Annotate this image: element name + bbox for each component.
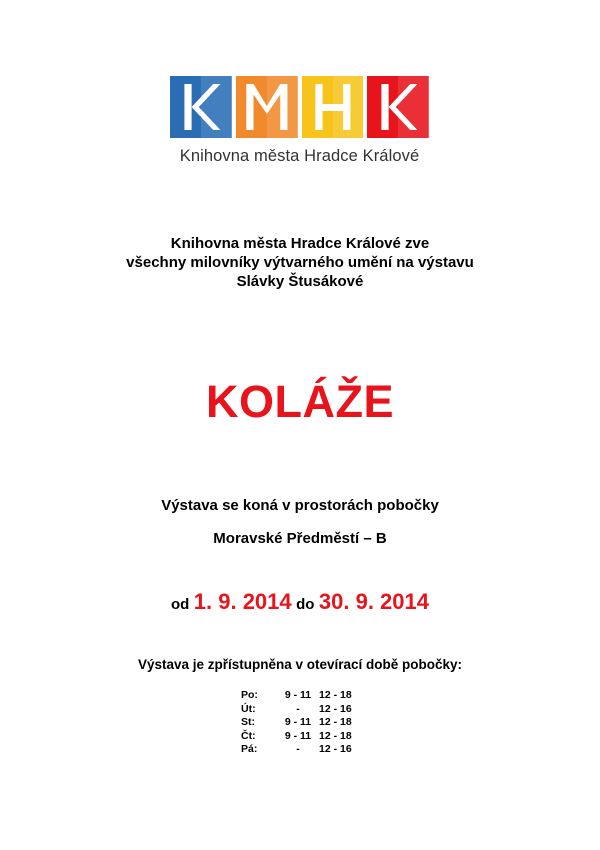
- exhibition-dates: [50, 589, 550, 615]
- hours-row: [241, 703, 364, 717]
- to-date: 30. 9. 2014: [318, 589, 429, 614]
- hours-afternoon: 12 - 18: [319, 689, 352, 701]
- invitation-line: Slávky Štusákové: [236, 273, 364, 290]
- hours-row: [241, 689, 364, 703]
- from-label: od: [171, 596, 190, 613]
- invitation-text: [50, 234, 550, 291]
- venue-branch: Moravské Předměstí – B: [213, 530, 387, 547]
- hours-row: [241, 716, 364, 730]
- hours-morning: -: [296, 743, 300, 755]
- hours-row: [241, 743, 364, 757]
- from-date: 1. 9. 2014: [193, 589, 292, 614]
- hours-day: Po:: [241, 689, 258, 701]
- hours-day: Pá:: [241, 743, 258, 755]
- logo-letter-k-icon: [367, 76, 429, 138]
- hours-day: St:: [241, 716, 255, 728]
- hours-afternoon: 12 - 16: [319, 702, 352, 715]
- logo-letter-k-icon: [170, 76, 232, 138]
- logo-tile-k2: [367, 76, 429, 138]
- logo-tile-m: [236, 76, 298, 138]
- hours-morning: 9 - 11: [284, 689, 312, 701]
- logo-tile-k1: [170, 76, 232, 138]
- logo-letter-m-icon: [236, 76, 298, 138]
- hours-morning: 9 - 11: [284, 729, 312, 742]
- invitation-line: všechny milovníky výtvarného umění na výstavu: [126, 254, 474, 271]
- hours-row: [241, 730, 364, 744]
- logo-caption: Knihovna města Hradce Králové: [179, 147, 420, 165]
- logo-letter-h-icon: [302, 76, 364, 138]
- exhibition-title: KOLÁŽE: [206, 376, 394, 427]
- hours-morning: 9 - 11: [284, 716, 312, 728]
- logo-tile-h: [302, 76, 364, 138]
- hours-morning: -: [296, 702, 300, 715]
- hours-afternoon: 12 - 16: [319, 743, 352, 755]
- venue-line: Výstava se koná v prostorách pobočky: [161, 497, 439, 514]
- invitation-line: Knihovna města Hradce Králové zve: [170, 235, 430, 252]
- hours-afternoon: 12 - 18: [319, 716, 352, 728]
- to-label: do: [296, 596, 315, 613]
- kmhk-logo: [170, 76, 429, 138]
- hours-day: Út:: [241, 702, 256, 715]
- opening-hours-table: [241, 689, 364, 757]
- hours-day: Čt:: [241, 729, 256, 742]
- opening-hours-heading: Výstava je zpřístupněna v otevírací době pobočky:: [137, 657, 463, 672]
- hours-afternoon: 12 - 18: [319, 729, 352, 742]
